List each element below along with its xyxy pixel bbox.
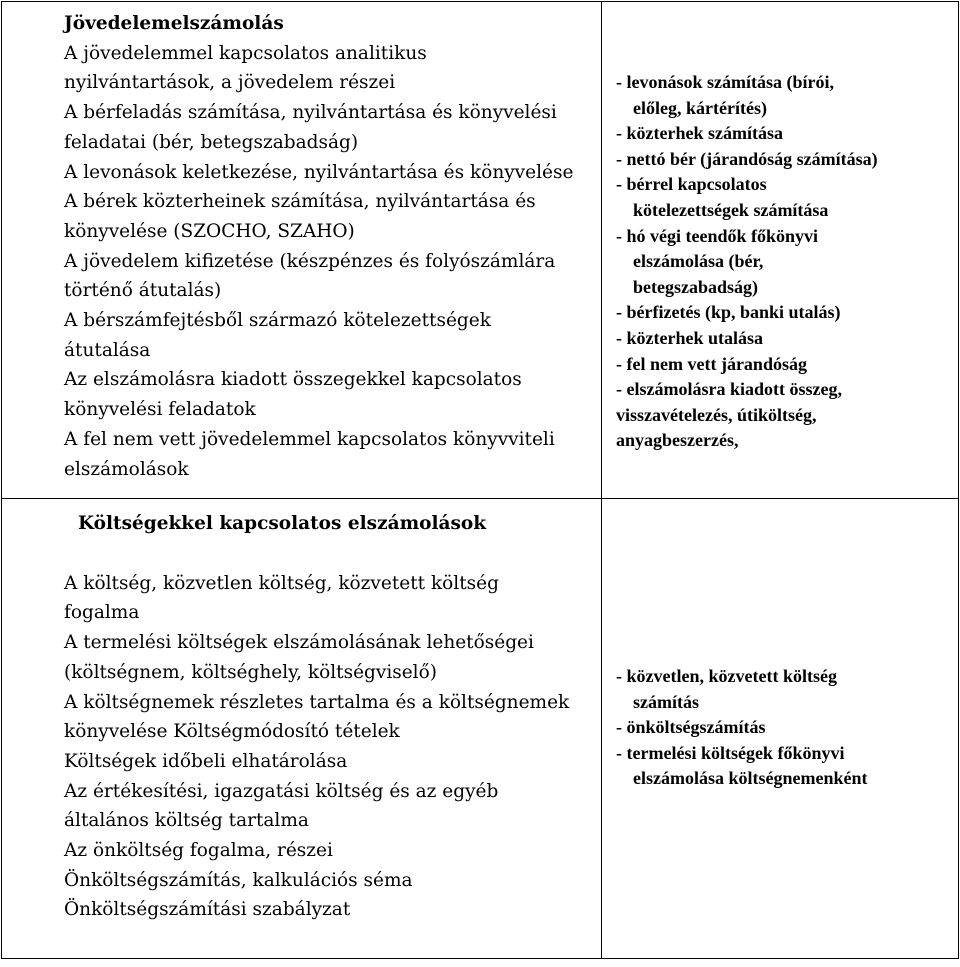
- topic-line: könyvelési feladatok: [64, 399, 256, 421]
- topic-line: elszámolások: [64, 458, 189, 480]
- task-line: kötelezettségek számítása: [633, 199, 829, 220]
- task-list: [602, 499, 958, 792]
- task-line: - közterhek utalása: [616, 327, 763, 348]
- task-line: - hó végi teendők főkönyvi: [616, 225, 819, 246]
- table-row: [2, 2, 959, 499]
- task-line: - bérrel kapcsolatos: [616, 174, 767, 195]
- topic-line: fogalma: [64, 602, 140, 624]
- topic-line: A költségnemek részletes tartalma és a költségnemek: [64, 691, 570, 713]
- topic-line: nyilvántartások, a jövedelem részei: [64, 72, 396, 94]
- topic-line: Önköltségszámítási szabályzat: [64, 899, 351, 921]
- topic-list: [2, 2, 601, 484]
- task-cell: [602, 2, 959, 499]
- topic-line: A bérfeladás számítása, nyilvántartása és könyvelési: [64, 102, 557, 124]
- topic-line: (költségnem, költséghely, költségviselő): [64, 661, 437, 683]
- topic-line: Önköltségszámítás, kalkulációs séma: [64, 869, 413, 891]
- topic-line: könyvelése Költségmódosító tételek: [64, 721, 400, 743]
- task-line: visszavételezés, útiköltség,: [616, 404, 817, 425]
- topic-line: A termelési költségek elszámolásának lehetőségei: [64, 632, 534, 654]
- task-line: - nettó bér (járandóság számítása): [616, 148, 878, 169]
- topic-line: Az önköltség fogalma, részei: [64, 840, 333, 862]
- task-line: - közvetlen, közvetett költség: [616, 666, 837, 686]
- topic-line: általános költség tartalma: [64, 810, 309, 832]
- table-row: [2, 499, 959, 959]
- task-line: anyagbeszerzés,: [616, 430, 739, 451]
- task-line: - közterhek számítása: [616, 123, 783, 144]
- topic-line: Költségek időbeli elhatárolása: [64, 750, 348, 772]
- topic-line: átutalása: [64, 339, 151, 361]
- task-line: - elszámolásra kiadott összeg,: [616, 379, 842, 400]
- task-list: [602, 2, 958, 454]
- task-line: - bérfizetés (kp, banki utalás): [616, 302, 841, 323]
- topic-line: A fel nem vett jövedelemmel kapcsolatos könyvviteli: [64, 428, 555, 450]
- topic-line: Az értékesítési, igazgatási költség és az egyéb: [64, 780, 499, 802]
- task-line: - fel nem vett járandóság: [616, 353, 807, 374]
- curriculum-table: [1, 1, 959, 959]
- section-heading: Jövedelemelszámolás: [64, 13, 284, 34]
- task-line: számítás: [633, 691, 699, 712]
- topic-line: A költség, közvetlen költség, közvetett költség: [64, 572, 499, 594]
- section-heading: Költségekkel kapcsolatos elszámolások: [78, 513, 487, 534]
- task-line: - termelési költségek főkönyvi: [616, 742, 845, 763]
- topic-line: történő átutalás): [64, 280, 222, 302]
- topic-line: A bérszámfejtésből származó kötelezettségek: [64, 310, 491, 332]
- topic-cell: [2, 499, 602, 959]
- topic-line: A levonások keletkezése, nyilvántartása és könyvelése: [64, 161, 574, 183]
- topic-line: könyvelése (SZOCHO, SZAHO): [64, 220, 355, 242]
- topic-line: A jövedelem kifizetése (készpénzes és folyószámlára: [64, 250, 556, 272]
- topic-line: feladatai (bér, betegszabadság): [64, 131, 359, 153]
- task-line: betegszabadság): [633, 276, 758, 297]
- topic-line: Az elszámolásra kiadott összegekkel kapcsolatos: [64, 369, 522, 391]
- task-line: elszámolása (bér,: [633, 251, 764, 272]
- task-line: - önköltségszámítás: [616, 717, 766, 738]
- topic-line: A jövedelemmel kapcsolatos analitikus: [64, 42, 427, 64]
- topic-list: [2, 499, 601, 925]
- task-cell: [602, 499, 959, 959]
- task-line: - levonások számítása (bírói,: [616, 72, 834, 92]
- topic-line: A bérek közterheinek számítása, nyilvántartása és: [64, 191, 536, 213]
- task-line: előleg, kártérítés): [633, 97, 767, 118]
- task-line: elszámolása költségnemenként: [633, 768, 868, 789]
- topic-cell: [2, 2, 602, 499]
